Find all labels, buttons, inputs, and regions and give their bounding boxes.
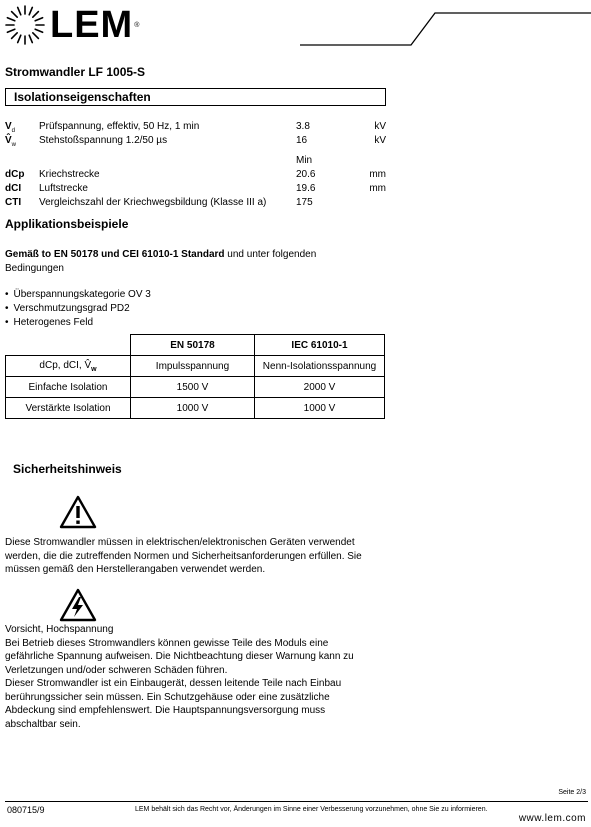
spec-row bbox=[5, 169, 390, 183]
lem-logo bbox=[4, 4, 139, 46]
spec-value: 175 bbox=[296, 197, 313, 208]
spec-row bbox=[5, 121, 390, 135]
apps-intro-line2: Bedingungen bbox=[5, 262, 64, 274]
row-label: dCp, dCI, $V̂_w$ bbox=[6, 356, 131, 377]
spec-min-label: Min bbox=[296, 155, 313, 166]
high-voltage-icon bbox=[59, 588, 97, 622]
spec-description: Prüfspannung, effektiv, 50 Hz, 1 min bbox=[39, 121, 200, 132]
section-isolation-header bbox=[5, 88, 386, 106]
list-item: • Überspannungskategorie OV 3 bbox=[5, 288, 151, 302]
spec-unit: kV bbox=[374, 135, 386, 146]
spec-value: 16 bbox=[296, 135, 308, 146]
section-isolation-title: Isolationseigenschaften bbox=[14, 90, 151, 104]
isolation-table bbox=[5, 334, 385, 419]
footer-rule bbox=[5, 801, 588, 802]
col-header-en50178: EN 50178 bbox=[131, 335, 255, 356]
page-header bbox=[0, 0, 591, 46]
logo-wordmark: LEM bbox=[50, 4, 134, 46]
spec-value: 3.8 bbox=[296, 121, 310, 132]
page-title: Stromwandler LF 1005-S bbox=[5, 65, 146, 79]
spec-value: 20.6 bbox=[296, 169, 316, 180]
sunburst-icon bbox=[4, 4, 46, 46]
list-item: • Verschmutzungsgrad PD2 bbox=[5, 302, 151, 316]
spec-value: 19.6 bbox=[296, 183, 316, 194]
table-row bbox=[6, 377, 385, 398]
section-safety-title: Sicherheitshinweis bbox=[13, 462, 122, 476]
spec-symbol: dCp bbox=[5, 169, 25, 180]
table-row bbox=[6, 398, 385, 419]
table-cell: 1500 V bbox=[131, 377, 255, 398]
spec-symbol: $V̂_w$ bbox=[5, 135, 17, 148]
registered-mark: ® bbox=[134, 21, 140, 29]
table-cell: 1000 V bbox=[131, 398, 255, 419]
section-apps-title: Applikationsbeispiele bbox=[5, 217, 129, 231]
safety-paragraph-1: Diese Stromwandler müssen in elektrischen/elektronischen Geräten verwendet werden, die die zutreffenden Normen und Sicherheitsanforderungen erfüllen. Sie müssen gemäß den Herstellerangaben verwendet werden. bbox=[5, 537, 362, 575]
page-number: Seite 2/3 bbox=[558, 789, 586, 796]
disclaimer-note: LEM behält sich das Recht vor, Änderungen im Sinne einer Verbesserung vorzunehmen, ohne Sie zu informieren. bbox=[135, 806, 488, 813]
table-corner bbox=[6, 335, 131, 356]
spec-symbol: dCI bbox=[5, 183, 22, 194]
spec-description: Stehstoßspannung 1.2/50 µs bbox=[39, 135, 168, 146]
spec-row-min-header bbox=[5, 155, 390, 169]
spec-unit: mm bbox=[369, 183, 386, 194]
warning-triangle-icon bbox=[59, 495, 97, 529]
table-header-row bbox=[6, 335, 385, 356]
document-code: 080715/9 bbox=[7, 805, 45, 815]
spec-unit: mm bbox=[369, 169, 386, 180]
table-cell: Nenn-Isolationsspannung bbox=[255, 356, 385, 377]
row-label: Verstärkte Isolation bbox=[6, 398, 131, 419]
table-cell: 2000 V bbox=[255, 377, 385, 398]
spec-description: Vergleichszahl der Kriechwegsbildung (Klasse III a) bbox=[39, 197, 267, 208]
spec-description: Luftstrecke bbox=[39, 183, 88, 194]
spec-row bbox=[5, 183, 390, 197]
col-header-iec61010: IEC 61010-1 bbox=[255, 335, 385, 356]
row-label: Einfache Isolation bbox=[6, 377, 131, 398]
spec-row bbox=[5, 135, 390, 149]
table-cell: Impulsspannung bbox=[131, 356, 255, 377]
apps-intro bbox=[5, 248, 316, 275]
safety-paragraph-2: Vorsicht, Hochspannung Bei Betrieb dieses Stromwandlers können gewisse Teile des Moduls eine gefährliche Spannung aufweisen. Die Nichtbeachtung dieser Warnung kann zu Verletzungen und/oder schweren Schäden führen. Dieser Stromwandler ist ein Einbaugerät, dessen leitende Teile nach Einbau berührungssicher sein müssen. Ein Schutzgehäuse oder eine zusätzliche Abdeckung sind empfehlenswert. Die Hauptspannungsversorgung muss abschaltbar sein. bbox=[5, 624, 354, 730]
table-row bbox=[6, 356, 385, 377]
spec-unit: kV bbox=[374, 121, 386, 132]
website-url[interactable]: www.lem.com bbox=[518, 813, 586, 824]
table-cell: 1000 V bbox=[255, 398, 385, 419]
conditions-list bbox=[5, 288, 151, 330]
isolation-spec-table bbox=[5, 121, 390, 211]
spec-description: Kriechstrecke bbox=[39, 169, 100, 180]
spec-symbol: CTI bbox=[5, 197, 22, 208]
spec-symbol: $V_d$ bbox=[5, 121, 16, 134]
apps-intro-bold: Gemäß to EN 50178 und CEI 61010-1 Standard bbox=[5, 249, 225, 260]
list-item: • Heterogenes Feld bbox=[5, 316, 151, 330]
spec-row bbox=[5, 197, 390, 211]
apps-intro-rest: und unter folgenden bbox=[224, 249, 317, 260]
